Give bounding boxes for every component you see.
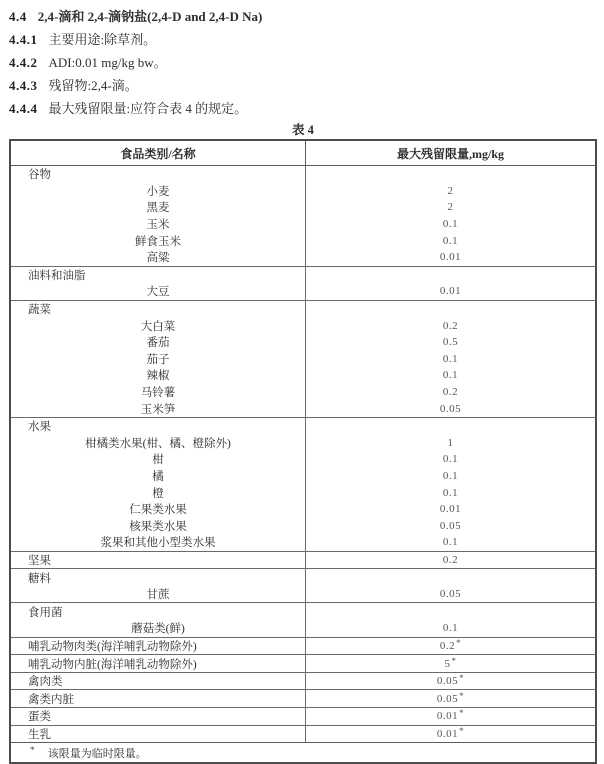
table-group [11,551,595,569]
clause-text: 最大残留限量:应符合表 4 的规定。 [48,101,248,116]
clause-number: 4.4 [9,9,27,24]
mrl-value: 0.05 [439,519,462,532]
mrl-value: 0.1 [442,369,459,382]
food-name-cell: 玉米笋 [140,403,176,416]
column-header-food-category: 食品类别/名称 [120,146,196,161]
food-name-cell: 油料和油脂 [28,269,86,282]
table-group [11,637,595,655]
footnote-asterisk-marker: * [30,745,35,756]
table-group [11,725,595,743]
table-row [11,638,595,655]
food-name-cell: 甘蔗 [146,589,170,602]
column-header-mrl: 最大残留限量,mg/kg [305,141,595,165]
mrl-value-cell [305,418,595,435]
mrl-value: 0.1 [442,234,459,247]
mrl-value: 0.2 [439,639,456,652]
mrl-value-cell [305,534,595,551]
mrl-value: 0.05 [439,588,462,601]
mrl-value-cell [305,199,595,216]
mrl-value: 0.01 [439,503,462,516]
table-group [11,266,595,300]
mrl-value-cell: 0.01 * [305,708,595,725]
table-row [11,501,595,518]
mrl-value: 0.01 [439,285,462,298]
mrl-value: 0.05 [436,675,459,688]
clause-4-4-3 [9,74,597,97]
mrl-value-cell [305,384,595,401]
mrl-value: 0.01 [436,727,459,740]
clause-number: 4.4.3 [9,78,38,93]
mrl-value: 0.1 [442,536,459,549]
table-row [11,552,595,569]
table-row [11,620,595,637]
clause-number: 4.4.4 [9,101,38,116]
table-row [11,351,595,368]
table-row [11,726,595,743]
mrl-value-cell [305,367,595,384]
mrl-value-cell [305,468,595,485]
food-name-cell: 核果类水果 [129,520,187,533]
clause-number: 4.4.1 [9,32,38,47]
clause-4-4-1 [9,28,597,51]
mrl-value-cell [305,183,595,200]
food-name-cell: 禽肉类 [28,676,63,689]
table-row [11,334,595,351]
table-row [11,484,595,501]
mrl-value: 0.05 [436,692,459,705]
mrl-value-cell [305,351,595,368]
clause-text: 残留物:2,4-滴。 [48,78,138,93]
table-row [11,690,595,707]
table-group [11,568,595,602]
food-name-cell: 哺乳动物内脏(海洋哺乳动物除外) [28,658,197,671]
mrl-value-cell [305,517,595,534]
mrl-value-cell [305,301,595,318]
table-row [11,232,595,249]
food-name-cell: 蘑菇类(鲜) [131,623,185,636]
food-name-cell: 橙 [152,487,164,500]
clause-4-4-2 [9,51,597,74]
mrl-table [9,139,597,764]
mrl-value-cell [305,232,595,249]
table-row [11,655,595,672]
food-name-cell: 仁果类水果 [129,504,187,517]
mrl-value-cell [305,435,595,452]
table-group [11,689,595,707]
food-name-cell: 蔬菜 [28,304,51,317]
mrl-value-cell [305,451,595,468]
table-row [11,534,595,551]
mrl-value: 2 [447,184,454,197]
food-name-cell: 大豆 [146,286,170,299]
table-row [11,603,595,620]
mrl-value-cell: 0.05 * [305,673,595,690]
table-row [11,517,595,534]
mrl-value-cell [305,586,595,603]
table-row [11,418,595,435]
food-name-cell: 柑橘类水果(柑、橘、橙除外) [85,437,231,450]
food-name-cell: 生乳 [28,728,51,741]
table-row [11,708,595,725]
mrl-value: 0.5 [442,336,459,349]
mrl-value: 0.1 [442,352,459,365]
mrl-value-cell: 0.05 * [305,690,595,707]
table-row [11,400,595,417]
table-row [11,569,595,586]
table-row [11,468,595,485]
table-row [11,301,595,318]
food-name-cell: 哺乳动物肉类(海洋哺乳动物除外) [28,640,197,653]
food-name-cell: 禽类内脏 [28,693,74,706]
mrl-value-cell [305,569,595,586]
mrl-value: 0.1 [442,453,459,466]
mrl-value: 0.1 [442,622,459,635]
food-name-cell: 小麦 [146,185,170,198]
food-name-cell: 蛋类 [28,711,51,724]
food-name-cell: 浆果和其他小型类水果 [100,537,216,550]
mrl-value-cell: 5 * [305,655,595,672]
food-name-cell: 茄子 [146,353,170,366]
table-row [11,249,595,266]
table-row [11,451,595,468]
mrl-value-cell [305,552,595,569]
mrl-value: 0.1 [442,469,459,482]
food-name-cell: 食用菌 [28,606,63,619]
food-name-cell: 玉米 [146,219,170,232]
mrl-value-cell [305,166,595,183]
mrl-value-cell [305,501,595,518]
food-name-cell: 橘 [152,470,164,483]
table-row [11,199,595,216]
table-row [11,317,595,334]
food-name-cell: 辣椒 [146,370,170,383]
table-group [11,672,595,690]
table-caption: 表 4 [292,123,314,137]
food-name-cell: 番茄 [146,337,170,350]
food-name-cell: 鲜食玉米 [135,235,181,248]
food-name-cell: 糖料 [28,572,51,585]
mrl-value: 0.01 [436,710,459,723]
table-row [11,216,595,233]
mrl-value: 0.2 [442,319,459,332]
mrl-value: 0.1 [442,486,459,499]
mrl-value: 1 [447,436,454,449]
food-name-cell: 谷物 [28,169,51,182]
food-name-cell: 水果 [28,421,51,434]
mrl-value-cell: 0.01 * [305,726,595,743]
mrl-value: 0.2 [442,386,459,399]
table-group [11,654,595,672]
table-footnote [11,742,595,762]
table-row [11,166,595,183]
mrl-value: 2 [447,201,454,214]
clause-text: ADI:0.01 mg/kg bw。 [48,55,167,70]
mrl-value-cell [305,283,595,300]
mrl-value-cell [305,317,595,334]
table-row [11,673,595,690]
clause-text: 主要用途:除草剂。 [48,32,157,47]
table-group [11,417,595,551]
table-row [11,384,595,401]
mrl-value-cell [305,249,595,266]
mrl-value-cell [305,400,595,417]
table-row [11,586,595,603]
mrl-value-cell [305,603,595,620]
clause-4-4 [9,5,597,28]
table-group [11,300,595,417]
mrl-value: 0.01 [439,251,462,264]
table-row [11,283,595,300]
mrl-value-cell [305,334,595,351]
clause-text: 2,4-滴和 2,4-滴钠盐(2,4-D and 2,4-D Na) [37,9,263,24]
food-name-cell: 柑 [152,454,164,467]
mrl-value: 0.2 [442,553,459,566]
food-name-cell: 大白菜 [140,320,176,333]
table-group [11,707,595,725]
table-row [11,183,595,200]
table-row [11,267,595,284]
mrl-value-cell [305,267,595,284]
table-group [11,166,595,266]
clause-number: 4.4.2 [9,55,38,70]
mrl-value-cell [305,620,595,637]
mrl-value: 0.1 [442,218,459,231]
mrl-value-cell [305,484,595,501]
mrl-value-cell: 0.2 * [305,638,595,655]
table-row [11,367,595,384]
mrl-value: 5 [444,657,451,670]
table-body [11,166,595,742]
food-name-cell: 黑麦 [146,202,170,215]
food-name-cell: 坚果 [28,554,51,567]
table-row [11,435,595,452]
food-name-cell: 马铃薯 [140,387,176,400]
mrl-value: 0.05 [439,402,462,415]
table-header-row [11,141,595,166]
food-name-cell: 高粱 [146,252,170,265]
footnote-text: 该限量为临时限量。 [47,747,147,760]
mrl-value-cell [305,216,595,233]
clause-4-4-4 [9,97,597,120]
table-group [11,602,595,636]
